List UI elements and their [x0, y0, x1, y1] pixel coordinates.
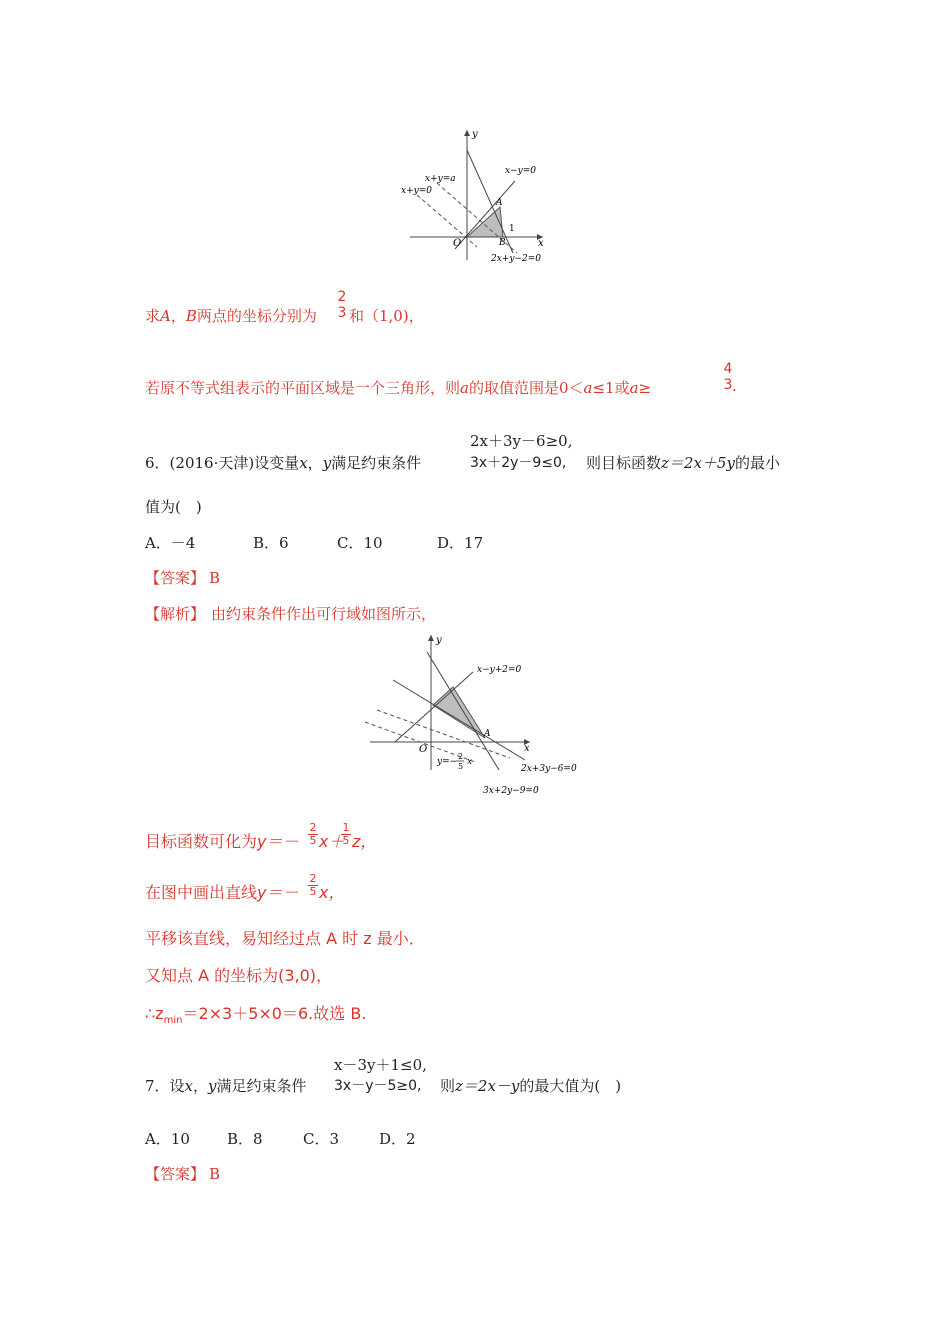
option-a[interactable]: A．－4: [145, 534, 196, 552]
var-x: x: [184, 1077, 194, 1095]
option-b[interactable]: B．8: [227, 1130, 263, 1148]
numerator: 2: [337, 289, 347, 305]
text: ，: [170, 307, 186, 325]
sol6-line2-b: [319, 880, 344, 903]
label-3x-plus-2y: 3x+2y−9=0: [483, 786, 539, 796]
sol6-line1-c: [352, 829, 376, 852]
x-axis-label: x: [538, 238, 544, 249]
option-a[interactable]: A．10: [145, 1130, 190, 1148]
point-b-label: B: [499, 238, 506, 248]
q7-line1: [145, 1075, 307, 1096]
var-a: a: [583, 379, 593, 397]
subscript: min: [163, 1015, 183, 1027]
sol6-frac-2-5: [308, 822, 318, 847]
text: ，: [193, 1077, 209, 1095]
q7-cond1: x－3y＋1≤0,: [334, 1056, 427, 1074]
numerator: 1: [342, 821, 350, 834]
expr: y＝－: [257, 883, 299, 902]
q6-options: [145, 532, 483, 553]
label-dashed-x: x: [467, 757, 473, 767]
sol6-line4: 又知点 A 的坐标为(3,0)，: [145, 966, 333, 985]
label-2x-plus-y: 2x+y−2=0: [491, 254, 541, 264]
q7-options: [145, 1128, 416, 1149]
label-x-plus-y-a: x+y=a: [425, 174, 456, 184]
tick-1-label: 1: [509, 224, 515, 234]
sol5-line2: [145, 377, 651, 398]
var-a: a: [460, 379, 469, 397]
var-b: B: [185, 307, 197, 325]
q6-line1-after: [586, 452, 780, 473]
option-d[interactable]: D．2: [379, 1130, 416, 1148]
feasible-region: [433, 687, 485, 738]
label-dashed-den: 5: [458, 762, 464, 771]
q6-answer: [145, 567, 220, 588]
text: ≤1或: [592, 379, 630, 397]
denominator: 5: [309, 885, 317, 898]
sol5-frac-2-3: [336, 290, 348, 320]
sol5-line1: [145, 305, 317, 326]
denominator: 5: [342, 834, 350, 847]
analysis-tag: 【解析】: [145, 605, 206, 623]
answer-value: B: [209, 569, 221, 587]
numerator: 2: [309, 872, 317, 885]
text: 则: [440, 1077, 456, 1095]
expr: z，: [352, 832, 377, 851]
y-axis-label: y: [472, 129, 478, 140]
label-dashed-y: y=−: [437, 757, 458, 767]
numerator: 2: [309, 821, 317, 834]
sol6-line3: 平移该直线，易知经过点 A 时 z 最小．: [145, 929, 425, 948]
q6-analysis: [145, 603, 436, 624]
line-x-plus-y-0: [417, 195, 477, 247]
denominator: 5: [309, 834, 317, 847]
var-y: y: [208, 1077, 217, 1095]
option-c[interactable]: C．3: [303, 1130, 340, 1148]
denominator: 3: [723, 377, 733, 393]
objective-expr: z＝2x＋5y: [661, 454, 735, 472]
graph-2: [365, 630, 595, 800]
text: 6．(2016·天津)设变量: [145, 454, 300, 472]
var-a: a: [629, 379, 639, 397]
label-x-plus-y-0: x+y=0: [401, 186, 432, 196]
text: 满足约束条件: [331, 454, 422, 472]
label-x-minus-y-plus-2: x−y+2=0: [477, 665, 522, 675]
q6-cond1: 2x＋3y－6≥0,: [470, 432, 573, 450]
label-2x-plus-3y: 2x+3y−6=0: [521, 764, 577, 774]
numerator: 4: [723, 361, 733, 377]
graph-1: [395, 125, 560, 270]
text: 在图中画出直线: [145, 883, 258, 902]
x-axis-label: x: [524, 743, 530, 754]
text: 满足约束条件: [216, 1077, 307, 1095]
origin-label: O: [453, 238, 462, 249]
text: 7．设: [145, 1077, 185, 1095]
text: 的取值范围是0＜: [468, 379, 584, 397]
feasible-region: [467, 207, 503, 237]
var-y: y: [322, 454, 332, 472]
sol6-line5: [145, 1001, 366, 1026]
var-x: x: [299, 454, 308, 472]
q7-answer: [145, 1163, 220, 1184]
text: 则目标函数: [586, 454, 662, 472]
y-axis-arrow: [464, 130, 470, 136]
analysis-text: 由约束条件作出可行域如图所示，: [211, 605, 437, 623]
sol6-frac-1-5: [341, 822, 351, 847]
point-a-label: A: [496, 198, 503, 208]
y-axis-arrow: [428, 635, 434, 641]
text: ＝2×3＋5×0＝6.故选 B.: [182, 1004, 367, 1023]
text: 若原不等式组表示的平面区域是一个三角形，则: [145, 379, 461, 397]
var-a: A: [160, 307, 171, 325]
objective-expr: z＝2x－y: [455, 1077, 520, 1095]
expr: x＋: [319, 832, 345, 851]
q7-line1-after: [440, 1075, 621, 1096]
option-d[interactable]: D．17: [437, 534, 484, 552]
origin-label: O: [419, 744, 428, 755]
q6-line2: 值为( ): [145, 498, 202, 516]
q6-line1: [145, 452, 421, 473]
text: 两点的坐标分别为: [196, 307, 317, 325]
text: 的最大值为( ): [519, 1077, 622, 1095]
text: ∴z: [145, 1004, 164, 1023]
label-dashed-num: 2: [458, 752, 464, 761]
answer-tag: 【答案】: [145, 569, 206, 587]
expr: x，: [319, 883, 345, 902]
y-axis-label: y: [436, 635, 442, 646]
text: ，: [307, 454, 323, 472]
answer-value: B: [209, 1165, 221, 1183]
label-x-minus-y: x−y=0: [505, 166, 536, 176]
answer-tag: 【答案】: [145, 1165, 206, 1183]
q6-cond2: 3x＋2y－9≤0,: [470, 455, 567, 471]
text: 求: [145, 307, 161, 325]
sol5-line1-end: 和（1,0)，: [349, 307, 424, 325]
option-b[interactable]: B．6: [253, 534, 289, 552]
q7-cond2: 3x－y－5≥0,: [334, 1078, 422, 1094]
sol6-line2: [145, 880, 299, 903]
ge-sign: ≥: [638, 379, 652, 397]
text: 目标函数可化为: [145, 832, 258, 851]
expr: y＝－: [257, 832, 299, 851]
denominator: 3: [337, 305, 347, 321]
sol6-frac-2-5b: [308, 873, 318, 898]
sol6-line1: [145, 829, 299, 852]
option-c[interactable]: C．10: [337, 534, 383, 552]
text: 的最小: [734, 454, 780, 472]
sol5-line2-end: .: [732, 377, 737, 395]
point-a-label: A: [484, 729, 491, 739]
line-2x-plus-3y: [393, 680, 525, 760]
